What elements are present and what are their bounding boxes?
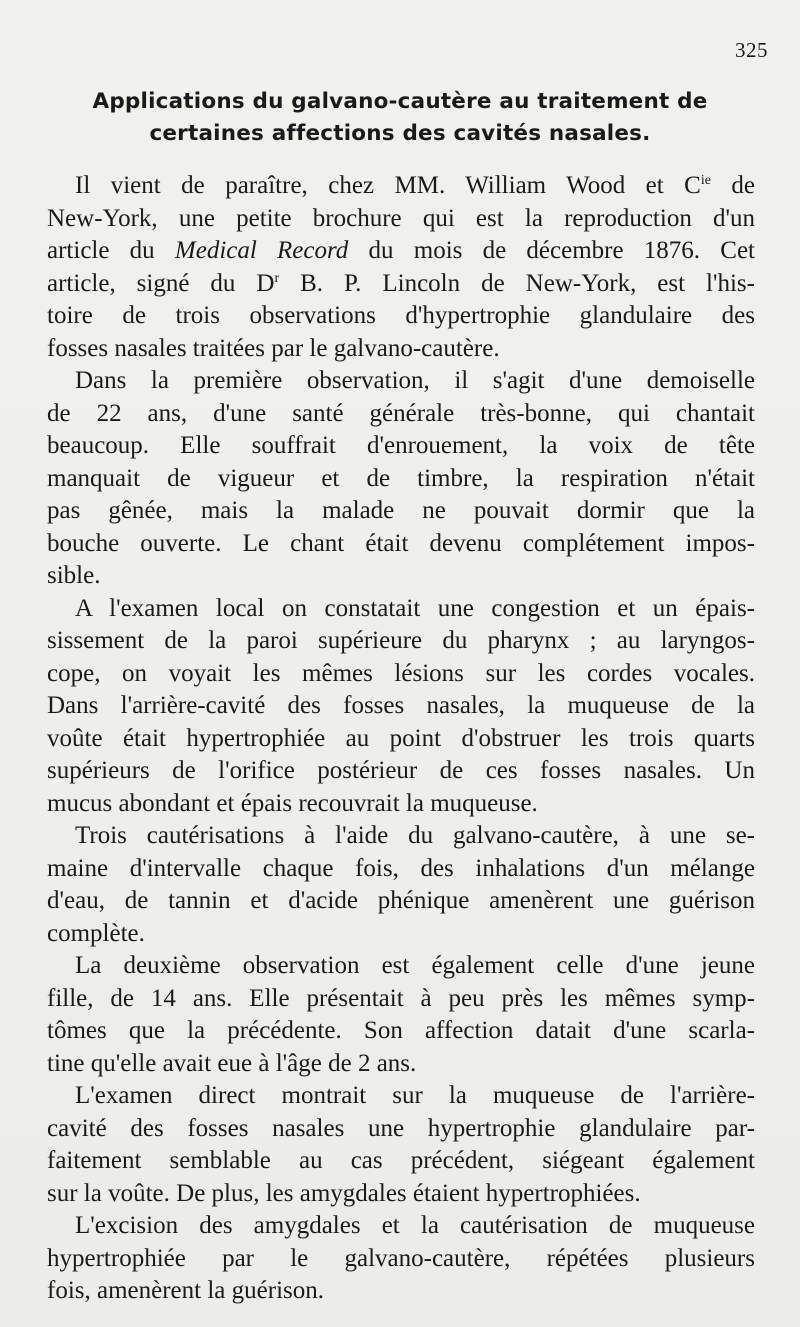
superscript: ie <box>700 173 711 188</box>
text-line: New-York, une petite brochure qui est la reproduction d'un <box>47 204 755 232</box>
text-segment: article du <box>47 237 175 264</box>
title-line-1: Applications du galvano-cautère au traitement de <box>92 89 708 114</box>
text-segment: B. P. Lincoln de New-York, est l'his- <box>279 269 755 297</box>
text-segment: du mois de décembre 1876. Cet <box>348 237 755 264</box>
paragraph <box>47 1080 755 1210</box>
text-line: hypertrophiée par le galvano-cautère, répétées plusieurs <box>47 1244 755 1272</box>
text-segment: de <box>710 172 755 199</box>
text-line: manquait de vigueur et de timbre, la respiration n'était <box>47 464 755 492</box>
text-line: mucus abondant et épais recouvrait la muqueuse. <box>47 789 538 817</box>
text-segment: Il vient de paraître, chez MM. William Wood et C <box>75 172 701 199</box>
paragraph <box>47 950 755 1080</box>
text-line: sible. <box>47 562 101 589</box>
text-line <box>47 268 755 301</box>
text-line: supérieurs de l'orifice postérieur de ces fosses nasales. Un <box>47 757 755 784</box>
text-line: d'eau, de tannin et d'acide phénique amenèrent une guérison <box>47 887 755 914</box>
text-line: fois, amenèrent la guérison. <box>47 1277 324 1304</box>
title-line-2: certaines affections des cavités nasales. <box>149 121 651 146</box>
text-line <box>47 235 755 268</box>
text-segment: article, signé du D <box>47 269 275 297</box>
text-line: L'examen direct montrait sur la muqueuse de l'arrière- <box>75 1082 755 1109</box>
text-line: bouche ouverte. Le chant était devenu complétement impos- <box>47 529 755 557</box>
text-line <box>47 170 755 203</box>
text-line: fille, de 14 ans. Elle présentait à peu près les mêmes symp- <box>47 984 755 1012</box>
text-line: Dans l'arrière-cavité des fosses nasales, la muqueuse de la <box>47 692 755 719</box>
text-line: A l'examen local on constatait une congestion et un épais- <box>75 594 755 622</box>
paragraph <box>47 1210 755 1308</box>
paragraph <box>47 170 755 365</box>
italic-title: Medical Record <box>174 237 349 264</box>
text-line: tômes que la précédente. Son affection datait d'une scarla- <box>47 1017 755 1044</box>
text-line: fosses nasales traitées par le galvano-cautère. <box>47 334 500 362</box>
text-line: toire de trois observations d'hypertrophie glandulaire des <box>47 302 755 329</box>
text-line: maine d'intervalle chaque fois, des inhalations d'un mélange <box>47 854 755 882</box>
text-line: cope, on voyait les mêmes lésions sur les cordes vocales. <box>47 659 755 687</box>
text-line: La deuxième observation est également celle d'une jeune <box>75 952 755 979</box>
text-line: Dans la première observation, il s'agit d'une demoiselle <box>75 367 755 394</box>
paragraph <box>47 593 755 821</box>
article-title <box>40 86 760 150</box>
text-line: de 22 ans, d'une santé générale très-bonne, qui chantait <box>47 399 755 427</box>
text-line: Trois cautérisations à l'aide du galvano-cautère, à une se- <box>75 822 755 849</box>
text-line: L'excision des amygdales et la cautérisation de muqueuse <box>75 1212 755 1239</box>
superscript: r <box>274 270 280 286</box>
article-body <box>47 170 755 1308</box>
text-line: pas gênée, mais la malade ne pouvait dormir que la <box>47 497 755 524</box>
text-line: voûte était hypertrophiée au point d'obstruer les trois quarts <box>47 724 755 752</box>
text-line: tine qu'elle avait eue à l'âge de 2 ans. <box>47 1049 417 1077</box>
paragraph <box>47 365 755 593</box>
paragraph <box>47 820 755 950</box>
page-number: 325 <box>735 38 768 62</box>
text-line: cavité des fosses nasales une hypertrophie glandulaire par- <box>47 1114 755 1142</box>
text-line: beaucoup. Elle souffrait d'enrouement, la voix de tête <box>47 432 755 459</box>
text-line: sur la voûte. De plus, les amygdales étaient hypertrophiées. <box>47 1179 641 1207</box>
text-line: sissement de la paroi supérieure du pharynx ; au laryngos- <box>47 627 755 654</box>
text-line: faitement semblable au cas précédent, siégeant également <box>47 1147 755 1174</box>
text-line: complète. <box>47 919 145 947</box>
